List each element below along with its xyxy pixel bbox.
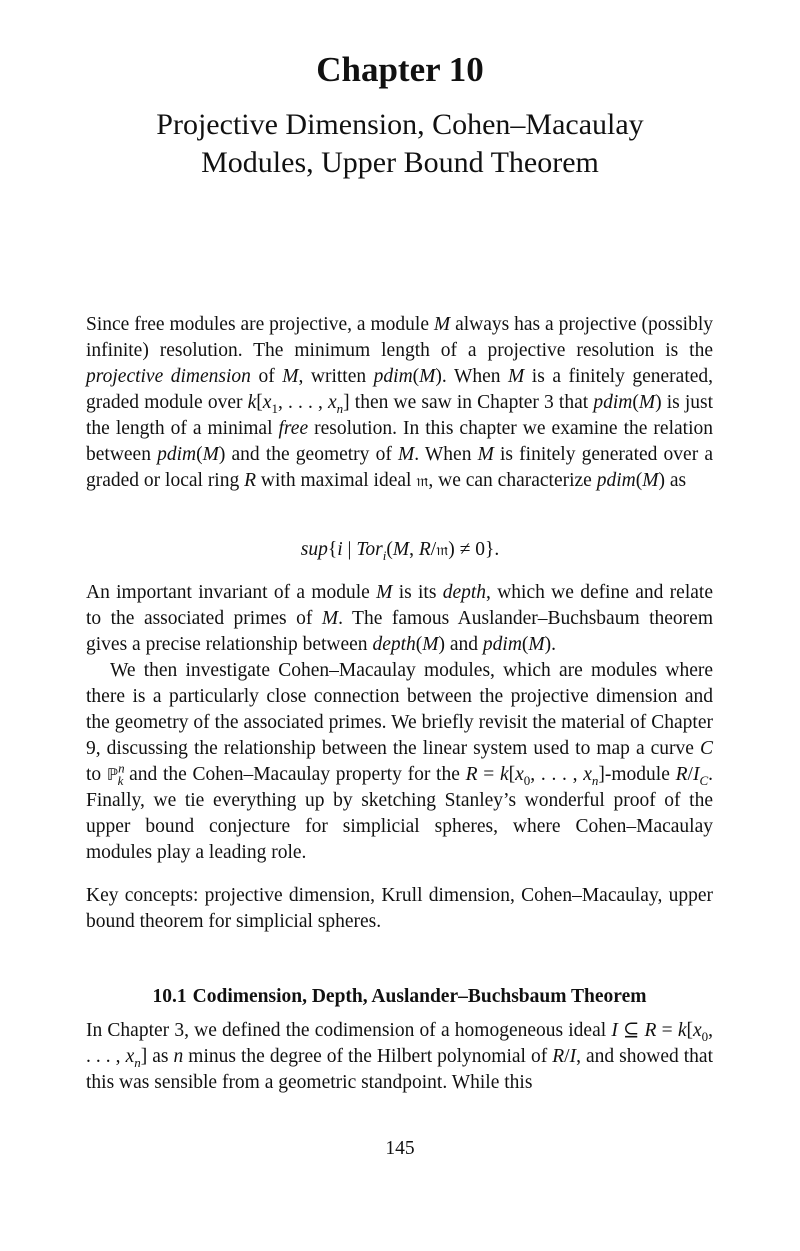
page-number: 145 bbox=[385, 1138, 415, 1159]
intro-paragraph-3: We then investigate Cohen–Macaulay modules, which are modules where there is a particularly close connection between the projective dimension and the geometry of the associated primes. We briefly revisit the material of Chapter 9, discussing the relationship between the linear system used to map a curve C to ℙ$^n_k$ and the Cohen–Macaulay property for the $R = k[x_0$, . . . , $x_n$]-module $R/I_C$. Finally, we tie everything up by sketching Stanley’s wonderful proof of the upper bound conjecture for simplicial spheres, where Cohen–Macaulay modules play a leading role. bbox=[86, 660, 713, 863]
formula-paren-open: ( bbox=[386, 539, 393, 560]
section-heading bbox=[86, 986, 713, 1008]
chapter-title bbox=[120, 106, 680, 182]
formula-neq-zero: ≠ 0 bbox=[454, 539, 485, 560]
section-title: Codimension, Depth, Auslander–Buchsbaum Theorem bbox=[192, 986, 647, 1007]
formula-maximal-ideal: 𝔪 bbox=[436, 540, 449, 559]
chapter-title-line-2: Modules, Upper Bound Theorem bbox=[201, 146, 599, 179]
formula-comma: , bbox=[409, 539, 419, 560]
intro-paragraph-2: An important invariant of a module M is its depth, which we define and relate to the associated primes of M. The famous Auslander–Buchsbaum theorem gives a precise relationship between depth(M) and pdim(M). bbox=[86, 582, 713, 655]
chapter-title-line-1: Projective Dimension, Cohen–Macaulay bbox=[156, 108, 644, 141]
formula-brace-open: { bbox=[327, 539, 338, 560]
key-concepts-paragraph: Key concepts: projective dimension, Krull dimension, Cohen–Macaulay, upper bound theorem for simplicial spheres. bbox=[86, 885, 713, 932]
formula-ring: R bbox=[418, 539, 431, 560]
section-number: 10.1 bbox=[152, 986, 187, 1007]
formula-tor: Tor bbox=[356, 539, 383, 560]
intro-paragraph-1: Since free modules are projective, a module M always has a projective (possibly infinite) resolution. The minimum length of a projective resolution is the projective dimension of M, written pdim(M). When M is a finitely generated, graded module over $k[x_1$, . . . , $x_n$] then we saw in Chapter 3 that pdim(M) is just the length of a minimal free resolution. In this chapter we examine the relation between pdim(M) and the geometry of M. When M is finitely generated over a graded or local ring R with maximal ideal 𝔪, we can characterize pdim(M) as bbox=[86, 314, 714, 491]
formula-paren-close: ) bbox=[448, 539, 455, 560]
tor-formula bbox=[0, 539, 800, 561]
formula-tor-subscript: i bbox=[382, 547, 387, 563]
section-paragraph-1: In Chapter 3, we defined the codimension of a homogeneous ideal I ⊆ $R = k[x_0$, . . . , $x_n$] as n minus the degree of the Hilbert polynomial of R/I, and showed that this was sensible from a geometric standpoint. While this bbox=[86, 1020, 714, 1093]
formula-index: i bbox=[337, 539, 343, 560]
formula-bar: | bbox=[342, 539, 357, 560]
formula-sup: sup bbox=[300, 539, 328, 560]
formula-slash: / bbox=[430, 539, 437, 560]
formula-module: M bbox=[392, 539, 410, 560]
formula-brace-close: }. bbox=[484, 539, 500, 560]
chapter-number-heading: Chapter 10 bbox=[316, 50, 484, 89]
